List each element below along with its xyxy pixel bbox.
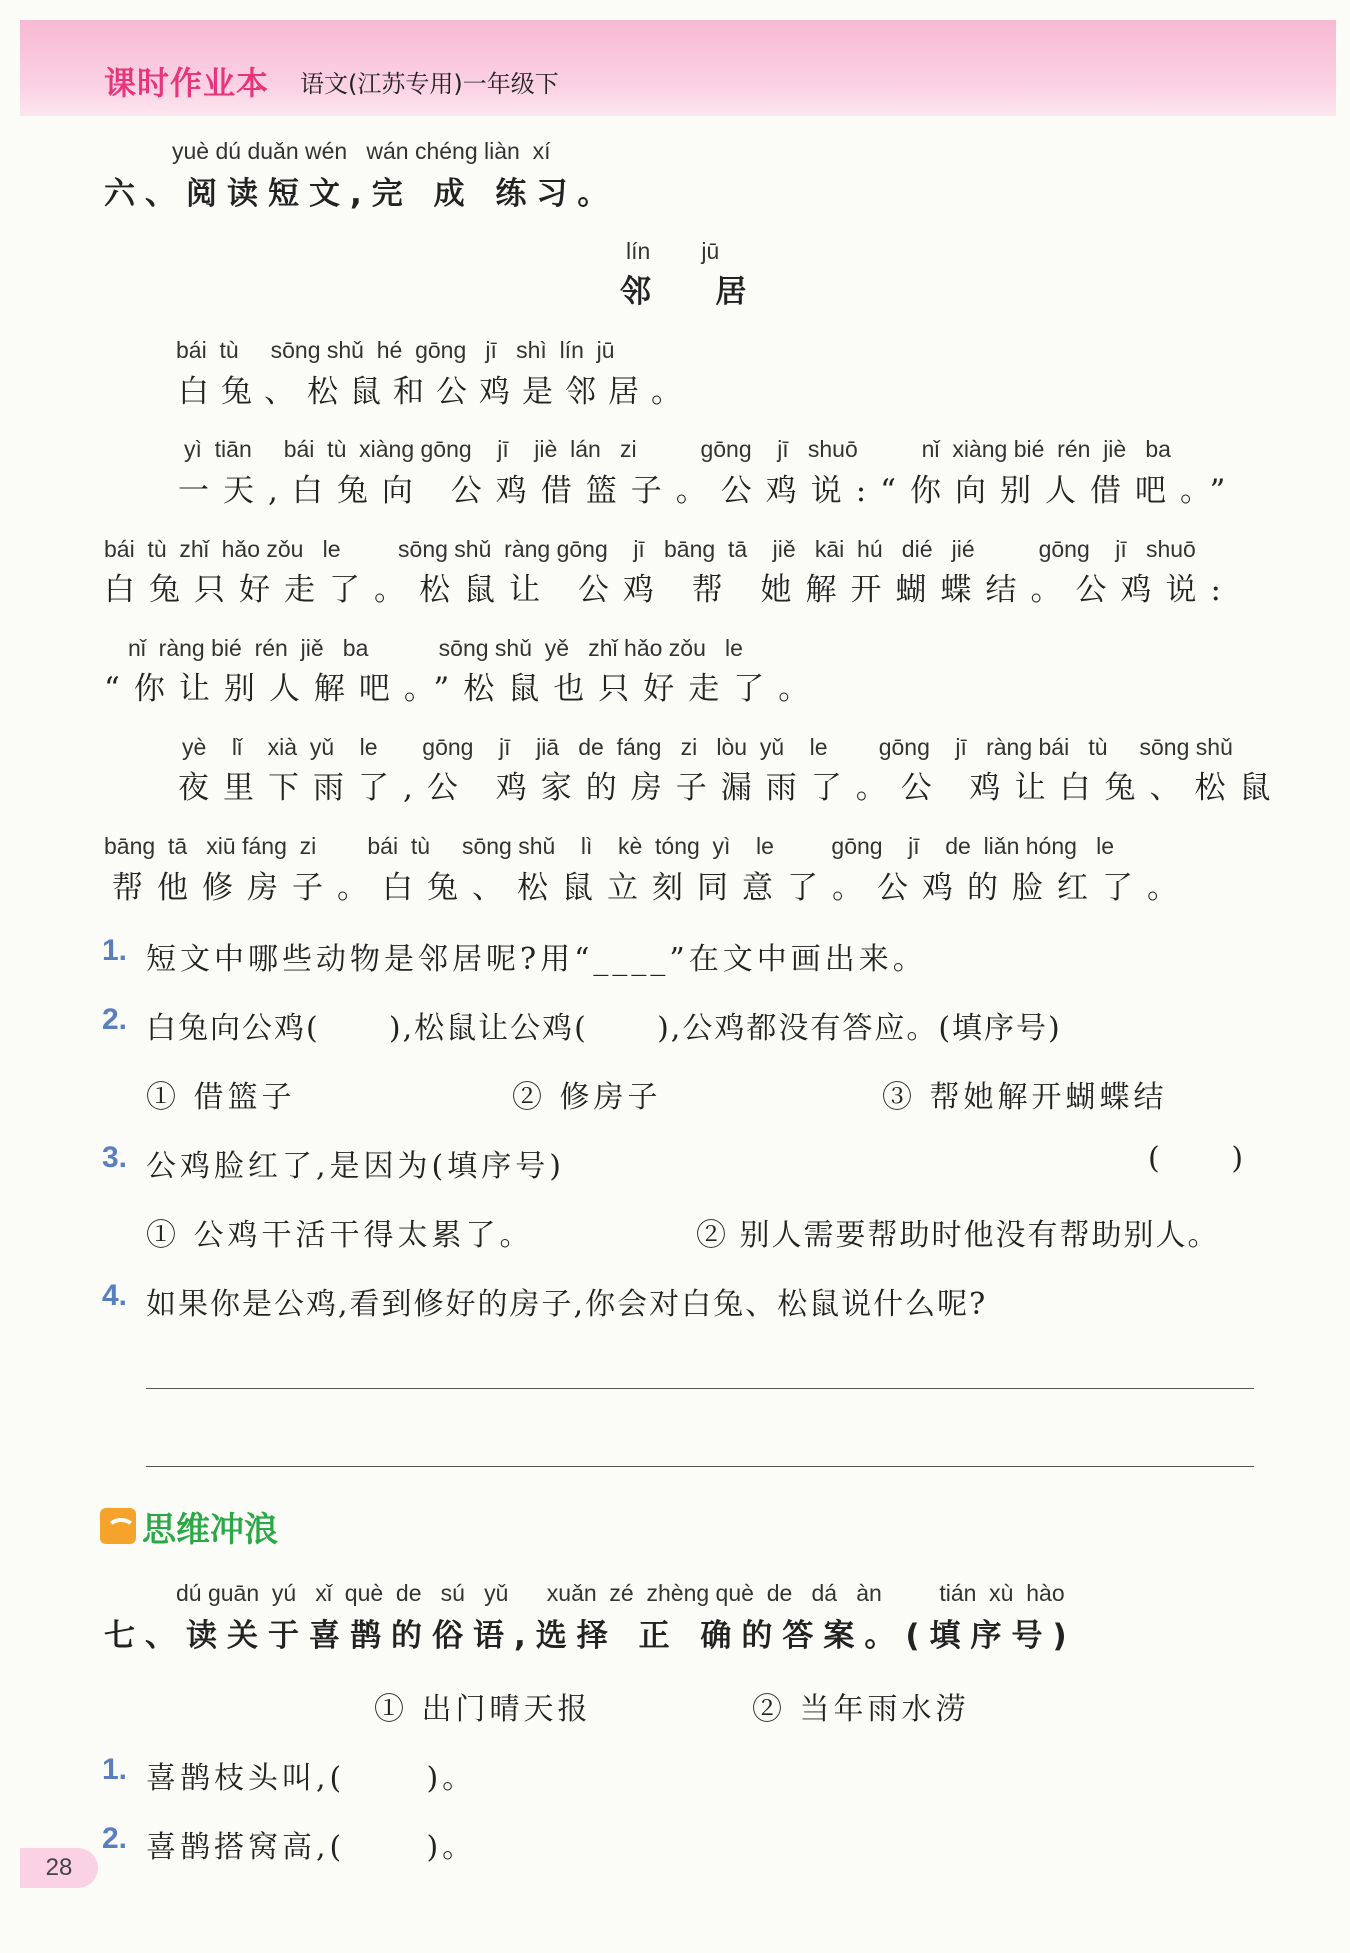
book-brand: 课时作业本 xyxy=(104,64,270,102)
question-2-option-3: ③ 帮她解开蝴蝶结 xyxy=(882,1080,1168,1115)
section7-option-1: ① 出门晴天报 xyxy=(374,1692,592,1727)
story-line-2-pinyin: yì tiān bái tù xiàng gōng jī jiè lán zi gōng jī shuō nǐ xiàng bié rén jiè ba xyxy=(184,436,1171,462)
section7-question-1-text: 喜鹊枝头叫,( )。 xyxy=(146,1761,477,1796)
answer-line-1[interactable] xyxy=(146,1388,1254,1389)
story-line-3-pinyin: bái tù zhǐ hǎo zǒu le sōng shǔ ràng gōng jī bāng tā jiě kāi hú dié jié gōng jī shuō xyxy=(104,536,1196,562)
section6-title: 六、阅读短文,完 成 练习。 xyxy=(104,176,619,212)
story-line-4-pinyin: nǐ ràng bié rén jiě ba sōng shǔ yě zhǐ hǎo zǒu le xyxy=(128,635,743,661)
question-1-text: 短文中哪些动物是邻居呢?用“____”在文中画出来。 xyxy=(146,942,927,977)
story-line-6: 帮他修房子。白兔、松鼠立刻同意了。公鸡的脸红了。 xyxy=(112,870,1192,906)
question-2-text: 白兔向公鸡( ),松鼠让公鸡( ),公鸡都没有答应。(填序号) xyxy=(146,1011,1062,1046)
book-subject: 语文(江苏专用)一年级下 xyxy=(300,70,559,98)
section7-question-2-number: 2. xyxy=(102,1822,128,1855)
question-3-option-1: ① 公鸡干活干得太累了。 xyxy=(146,1218,534,1253)
section7-title: 七、读关于喜鹊的俗语,选择 正 确的答案。(填序号) xyxy=(104,1618,1077,1654)
thinking-section-label: 思维冲浪 xyxy=(142,1509,278,1550)
question-1-number: 1. xyxy=(102,934,128,967)
thinking-section-header xyxy=(100,1504,278,1548)
section7-question-2-text: 喜鹊搭窝高,( )。 xyxy=(146,1830,477,1865)
story-line-1-pinyin: bái tù sōng shǔ hé gōng jī shì lín jū xyxy=(176,337,615,363)
question-2-number: 2. xyxy=(102,1003,128,1036)
question-2-option-1: ① 借篮子 xyxy=(146,1080,296,1115)
story-line-1: 白兔、松鼠和公鸡是邻居。 xyxy=(178,374,694,410)
story-title-pinyin: lín jū xyxy=(626,238,720,264)
question-2-option-2: ② 修房子 xyxy=(512,1080,662,1115)
story-line-4: “你让别人解吧。”松鼠也只好走了。 xyxy=(104,671,824,707)
story-title: 邻 居 xyxy=(620,274,755,310)
story-line-5: 夜里下雨了,公 鸡家的房子漏雨了。公 鸡让白兔、松鼠 xyxy=(178,770,1285,806)
question-3-option-2: ② 别人需要帮助时他没有帮助别人。 xyxy=(696,1218,1220,1253)
section7-option-2: ② 当年雨水涝 xyxy=(752,1692,970,1727)
question-3-number: 3. xyxy=(102,1141,128,1174)
section7-pinyin: dú guān yú xǐ què de sú yǔ xuǎn zé zhèng què de dá àn tián xù hào xyxy=(176,1580,1065,1606)
question-4-text: 如果你是公鸡,看到修好的房子,你会对白兔、松鼠说什么呢? xyxy=(146,1287,988,1322)
question-3-text: 公鸡脸红了,是因为(填序号) xyxy=(146,1149,565,1184)
answer-line-2[interactable] xyxy=(146,1466,1254,1467)
wave-icon xyxy=(100,1508,136,1544)
page-number: 28 xyxy=(20,1848,98,1888)
story-line-2: 一天,白兔向 公鸡借篮子。公鸡说:“你向别人借吧。” xyxy=(178,473,1240,509)
question-4-number: 4. xyxy=(102,1279,128,1312)
section6-pinyin: yuè dú duǎn wén wán chéng liàn xí xyxy=(172,138,551,164)
story-line-5-pinyin: yè lǐ xià yǔ le gōng jī jiā de fáng zi lòu yǔ le gōng jī ràng bái tù sōng shǔ xyxy=(182,734,1233,760)
question-3-answer-blank[interactable]: ( ) xyxy=(1148,1141,1248,1176)
story-line-3: 白兔只好走了。松鼠让 公鸡 帮 她解开蝴蝶结。公鸡说: xyxy=(104,572,1236,608)
story-line-6-pinyin: bāng tā xiū fáng zi bái tù sōng shǔ lì kè tóng yì le gōng jī de liǎn hóng le xyxy=(104,833,1115,859)
section7-question-1-number: 1. xyxy=(102,1753,128,1786)
